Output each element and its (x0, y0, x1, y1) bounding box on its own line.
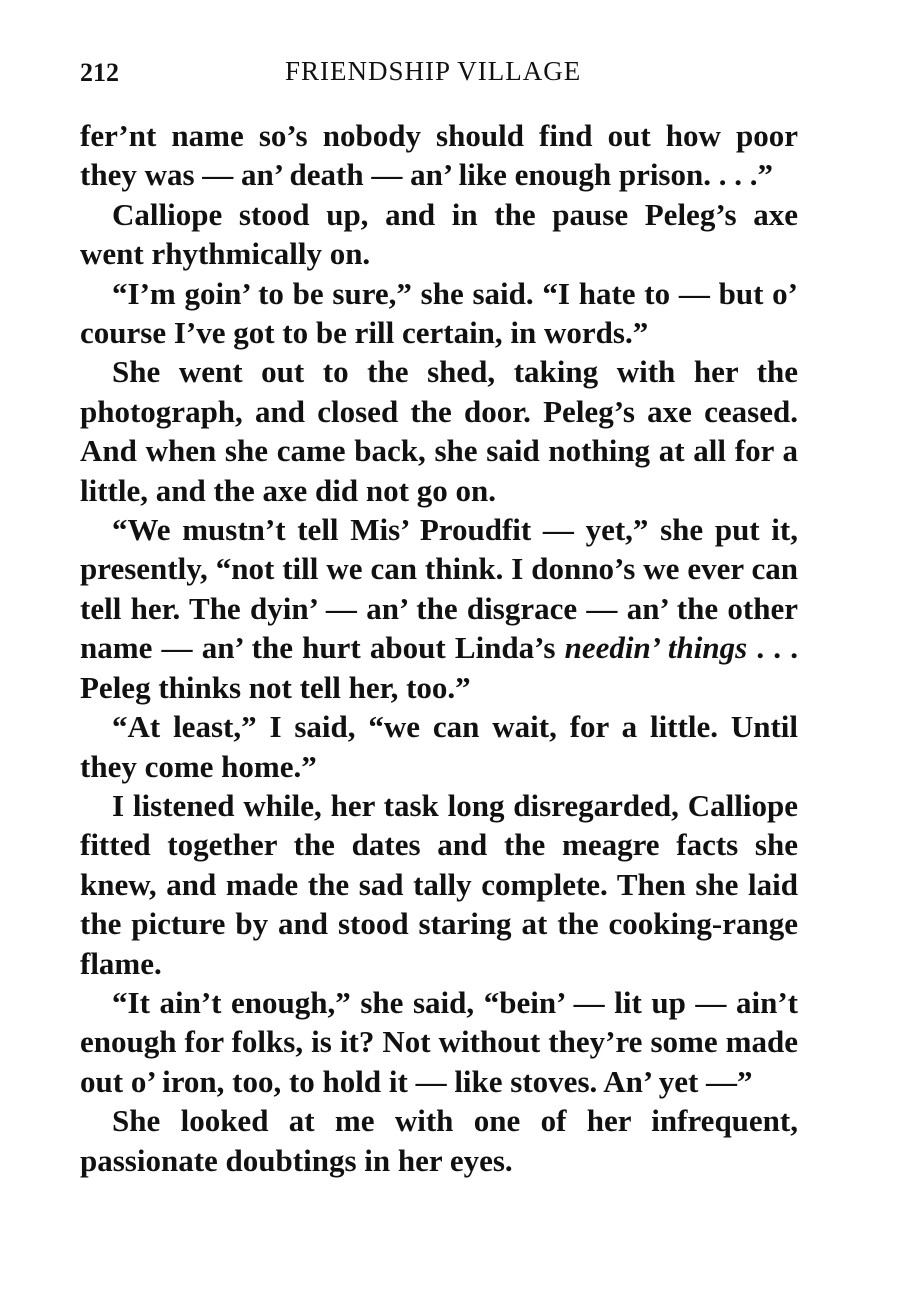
paragraph-8: “It ain’t enough,” she said, “bein’ — lit up — ain’t enough for folks, is it? Not without they’re some made out o’ iron, too, to hold it — like stoves. An’ yet —” (80, 984, 798, 1099)
italic-phrase: needin’ things (564, 630, 748, 666)
paragraph-1: fer’nt name so’s nobody should find out how poor they was — an’ death — an’ like enough prison. . . .” (80, 118, 798, 193)
paragraph-7: I listened while, her task long disregarded, Calliope fitted together the dates and the meagre facts she knew, and made the sad tally complete. Then she laid the picture by and stood staring at the cooking-range flame. (80, 787, 798, 981)
paragraph-5 (80, 510, 798, 707)
paragraph-2: Calliope stood up, and in the pause Peleg’s axe went rhythmically on. (80, 196, 798, 272)
paragraph-3: “I’m goin’ to be sure,” she said. “I hate to — but o’ course I’ve got to be rill certain, in words.” (80, 275, 798, 351)
page-number: 212 (80, 58, 119, 87)
page-header (80, 56, 820, 92)
paragraph-5-tail: . . . Peleg thinks not tell her, too.” (80, 630, 798, 705)
paragraph-9: She looked at me with one of her infrequent, passionate doubtings in her eyes. (80, 1103, 798, 1178)
paragraph-4: She went out to the shed, taking with her the photograph, and closed the door. Peleg’s axe ceased. And when she came back, she said nothing at all for a little, and the axe did not go on. (80, 354, 798, 508)
body-text (80, 116, 798, 1180)
paragraph-6: “At least,” I said, “we can wait, for a little. Until they come home.” (80, 709, 798, 784)
running-title: FRIENDSHIP VILLAGE (285, 56, 582, 86)
paragraph-5-text: “We mustn’t tell Mis’ Proudfit — yet,” she put it, presently, “not till we can think. I donno’s we ever can tell her. The dyin’ — an’ the disgrace — an’ the other name — an’ the hurt about Linda’s (80, 512, 798, 666)
